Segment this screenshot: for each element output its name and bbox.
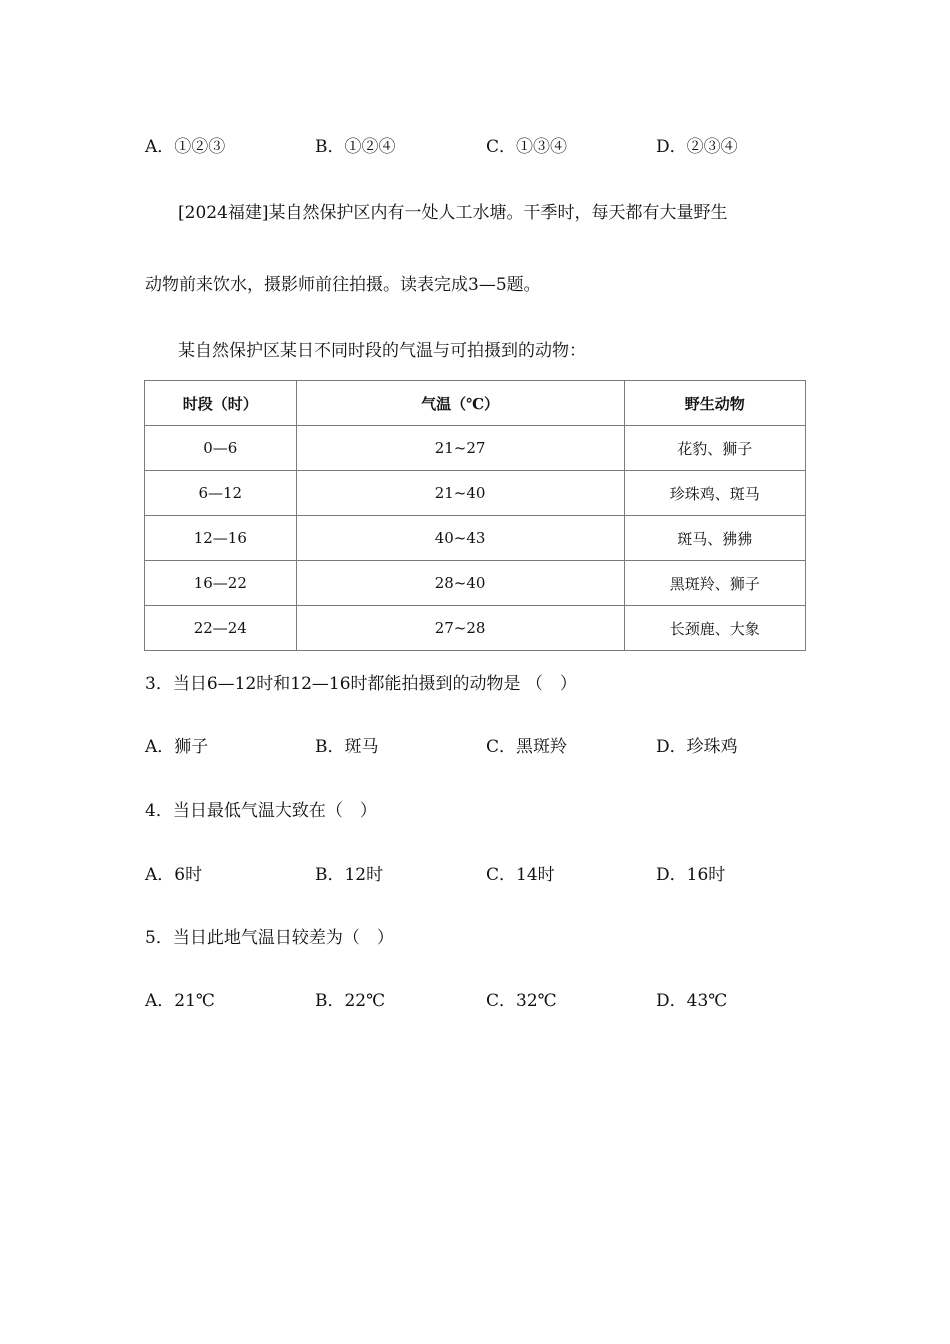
intro-line-2: 动物前来饮水，摄影师前往拍摄。读表完成3—5题。 bbox=[145, 275, 541, 295]
cell-animals: 黑斑羚、狮子 bbox=[624, 561, 805, 606]
q4-option-c: C．14时 bbox=[486, 865, 555, 885]
temperature-animal-table bbox=[144, 380, 806, 651]
q3-option-c: C．黑斑羚 bbox=[486, 737, 568, 757]
cell-animals: 长颈鹿、大象 bbox=[624, 606, 805, 651]
cell-animals: 珍珠鸡、斑马 bbox=[624, 471, 805, 516]
q5-option-d: D．43℃ bbox=[656, 991, 728, 1011]
question-4-stem: 4．当日最低气温大致在（ ） bbox=[145, 801, 377, 821]
cell-temperature: 21~40 bbox=[296, 471, 624, 516]
cell-period: 16—22 bbox=[145, 561, 297, 606]
header-period: 时段（时） bbox=[145, 381, 297, 426]
q4-option-d: D．16时 bbox=[656, 865, 726, 885]
q5-option-c: C．32℃ bbox=[486, 991, 557, 1011]
cell-period: 12—16 bbox=[145, 516, 297, 561]
cell-temperature: 28~40 bbox=[296, 561, 624, 606]
q3-option-d: D．珍珠鸡 bbox=[656, 737, 738, 757]
cell-temperature: 21~27 bbox=[296, 426, 624, 471]
table-row bbox=[145, 561, 806, 606]
q3-option-a: A．狮子 bbox=[145, 737, 209, 757]
header-animals: 野生动物 bbox=[624, 381, 805, 426]
cell-animals: 斑马、狒狒 bbox=[624, 516, 805, 561]
table-header-row bbox=[145, 381, 806, 426]
cell-period: 22—24 bbox=[145, 606, 297, 651]
header-temperature: 气温（℃） bbox=[296, 381, 624, 426]
question-5-stem: 5．当日此地气温日较差为（ ） bbox=[145, 928, 394, 948]
q2-option-c: C．①③④ bbox=[486, 137, 568, 157]
table-row bbox=[145, 516, 806, 561]
cell-animals: 花豹、狮子 bbox=[624, 426, 805, 471]
q4-option-a: A．6时 bbox=[145, 865, 203, 885]
q2-option-d: D．②③④ bbox=[656, 137, 738, 157]
table-caption: 某自然保护区某日不同时段的气温与可拍摄到的动物： bbox=[178, 341, 586, 361]
cell-temperature: 27~28 bbox=[296, 606, 624, 651]
question-3-stem: 3．当日6—12时和12—16时都能拍摄到的动物是 （ ） bbox=[145, 674, 577, 694]
cell-period: 0—6 bbox=[145, 426, 297, 471]
intro-line-1: [2024福建]某自然保护区内有一处人工水塘。干季时，每天都有大量野生 bbox=[178, 203, 728, 223]
table-row bbox=[145, 426, 806, 471]
table-row bbox=[145, 606, 806, 651]
table-row bbox=[145, 471, 806, 516]
q3-option-b: B．斑马 bbox=[315, 737, 379, 757]
q5-option-a: A．21℃ bbox=[145, 991, 215, 1011]
q4-option-b: B．12时 bbox=[315, 865, 384, 885]
q2-option-b: B．①②④ bbox=[315, 137, 396, 157]
cell-temperature: 40~43 bbox=[296, 516, 624, 561]
q5-option-b: B．22℃ bbox=[315, 991, 386, 1011]
q2-option-a: A．①②③ bbox=[145, 137, 226, 157]
cell-period: 6—12 bbox=[145, 471, 297, 516]
